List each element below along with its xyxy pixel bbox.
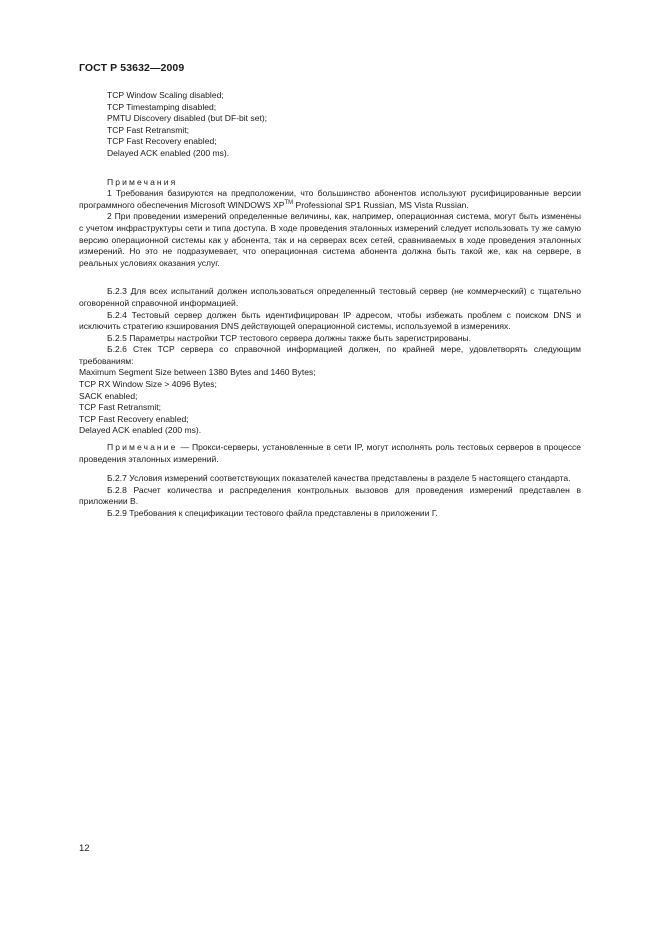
section-b24: Б.2.4 Тестовый сервер должен быть идентифицирован IP адресом, чтобы избежать проблем с поиском DNS и исключить стратегию кэширования DNS действующей операционной системы, используемой в измерениях. [79, 309, 581, 332]
note-2: 2 При проведении измерений определенные величины, как, например, операционная система, могут быть изменены с учетом инфраструктуры сети и типа доступа. В ходе проведения эталонных измерений следует использовать ту же самую версию операционной системы как у абонента, так и на серверах всех сетей, сравниваемых в ходе проведения эталонных измерений. Но это не подразумевает, что операционная система абонента должна быть такой же, как на сервере, в реальных условиях оказания услуг. [79, 211, 581, 268]
note-1-text: 1 Требования базируются на предположении, что большинство абонентов используют русифицированные версии программного обеспечения Microsoft WINDOWS XP [79, 188, 581, 210]
tcp-settings-list-server [79, 367, 581, 437]
list-item: PMTU Discovery disabled (but DF-bit set); [107, 113, 268, 124]
section-b26: Б.2.6 Стек TCP сервера со справочной информацией должен, по крайней мере, удовлетворять следующим требованиям: [79, 344, 581, 366]
section-b25: Б.2.5 Параметры настройки TCP тестового сервера должны также быть зарегистрированы. [107, 332, 472, 343]
trademark-superscript: TM [284, 199, 294, 206]
notes-block [79, 177, 581, 270]
note-proxy-label: Примечание [107, 442, 178, 453]
note-proxy-text: — Прокси-серверы, установленные в сети IP, могут исполнять роль тестовых серверов в процессе проведения эталонных измерений. [79, 442, 581, 464]
standard-header: ГОСТ Р 53632—2009 [79, 62, 185, 74]
list-item: Delayed ACK enabled (200 ms). [79, 425, 202, 436]
section-b28: Б.2.8 Расчет количества и распределения контрольных вызовов для проведения измерений представлен в приложении В. [79, 484, 581, 507]
list-item: TCP Fast Retransmit; [107, 124, 190, 135]
list-item: TCP RX Window Size > 4096 Bytes; [79, 379, 217, 390]
tcp-settings-list-client [79, 90, 581, 160]
section-b29: Б.2.9 Требования к спецификации тестового файла представлены в приложении Г. [107, 508, 438, 518]
note-1 [79, 188, 581, 211]
list-item: TCP Fast Retransmit; [79, 402, 162, 413]
section-b27: Б.2.7 Условия измерений соответствующих показателей качества представлены в разделе 5 настоящего стандарта. [107, 473, 571, 484]
list-item: Maximum Segment Size between 1380 Bytes and 1460 Bytes; [79, 367, 316, 378]
note-proxy [79, 442, 581, 465]
list-item: TCP Fast Recovery enabled; [107, 136, 217, 147]
list-item: SACK enabled; [79, 390, 138, 401]
list-item: TCP Timestamping disabled; [107, 101, 217, 112]
section-b23: Б.2.3 Для всех испытаний должен использоваться определенный тестовый сервер (не коммерческий) с тщательно оговоренной справочной информацией. [79, 286, 581, 308]
list-item: TCP Fast Recovery enabled; [79, 413, 189, 424]
notes-title: Примечания [107, 176, 178, 187]
note-1-text-end: Professional SP1 Russian, MS Vista Russian. [293, 199, 469, 210]
page-content [79, 90, 581, 520]
list-item: TCP Window Scaling disabled; [107, 90, 224, 100]
list-item: Delayed ACK enabled (200 ms). [107, 147, 230, 158]
page-number: 12 [79, 843, 90, 854]
